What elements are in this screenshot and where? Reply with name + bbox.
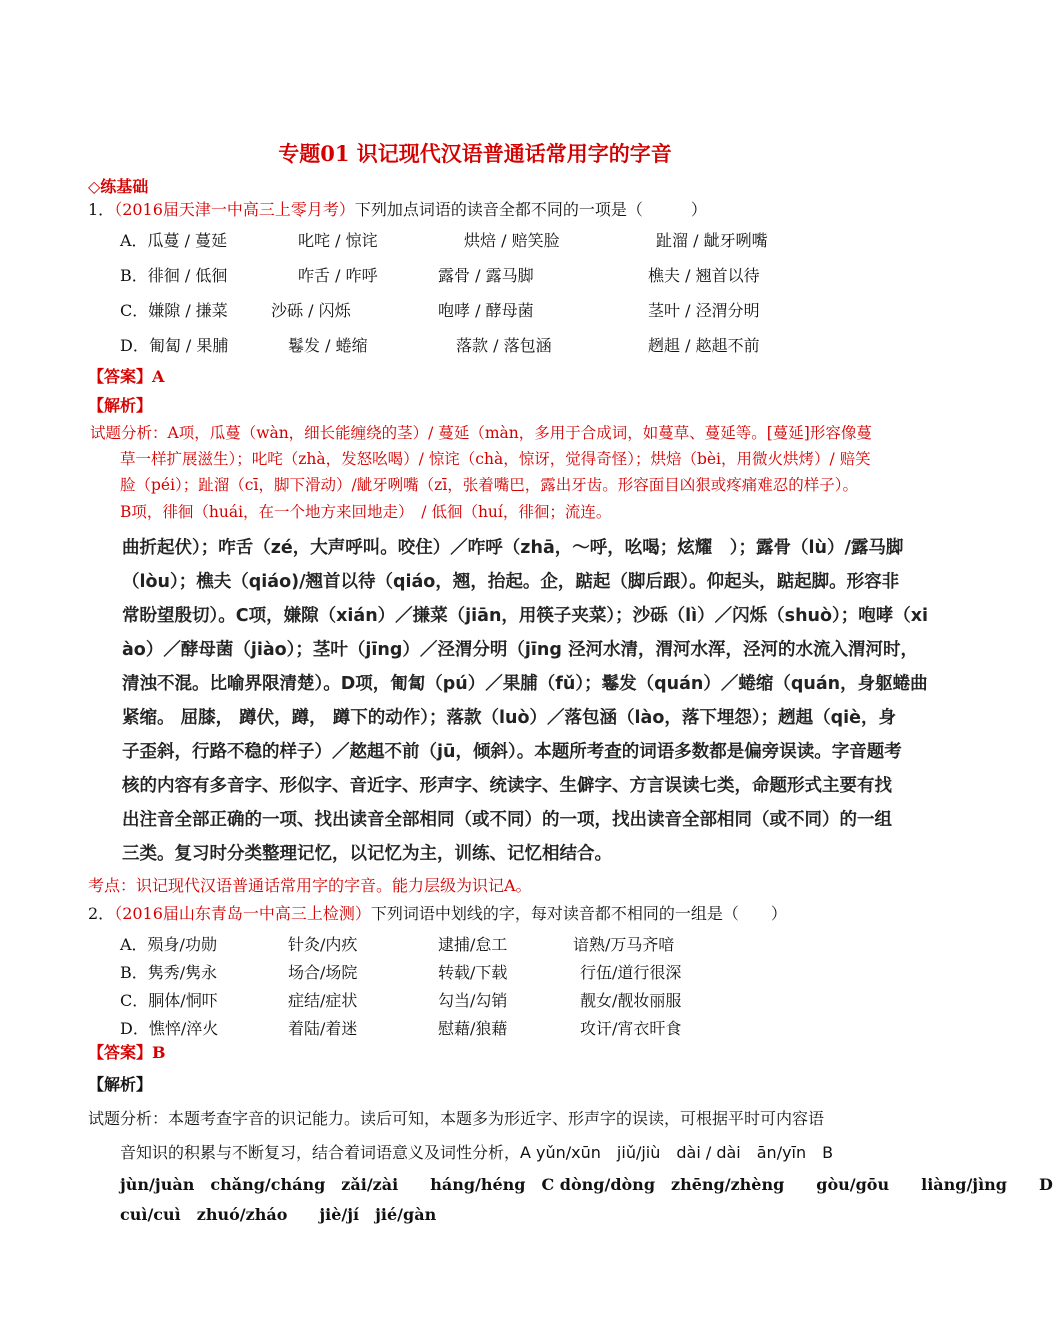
q2-option-a-1: A．殒身/功勋 [120,935,217,954]
q1-option-a-4: 趾溜 / 龇牙咧嘴 [656,231,768,250]
q1-option-c-4: 茎叶 / 泾渭分明 [648,301,760,320]
q1-option-a-3: 烘焙 / 赔笑脸 [464,231,560,250]
q1-option-c-3: 咆哮 / 酵母菌 [438,301,534,320]
q1-analysis-line-4: B项，徘徊（huái，在一个地方来回地走） / 低徊（huí，徘徊；流连。 [120,503,612,521]
q1-option-b-2: 咋舌 / 咋呼 [298,266,378,285]
q1-analysis-line-1: 试题分析：A项，瓜蔓（wàn，细长能缠绕的茎）/ 蔓延（màn，多用于合成词，如蔓草、蔓延等。[蔓延]形容像蔓 [90,424,872,442]
page-title: 专题01 识记现代汉语普通话常用字的字音 [278,141,672,166]
q1-answer: 【答案】A [88,367,165,386]
q2-option-c-3: 勾当/勾销 [438,991,508,1010]
q2-option-d-1: D．憔悴/淬火 [120,1019,219,1038]
question-source: （2016届天津一中高三上零月考） [114,200,355,219]
q1-option-c-1: C．嫌隙 / 搛菜 [120,301,228,320]
q2-option-c-1: C．胴体/恫吓 [120,991,218,1010]
q2-option-a-4: 谙熟/万马齐喑 [573,935,675,954]
q1-scan-line-6: 紧缩。 屈膝， 蹲伏，蹲， 蹲下的动作）；落款（luò）／落包涵（lào，落下埋怨）；趔趄（qiè，身 [122,708,896,728]
question-2-stem [88,904,787,924]
question-1-stem [88,200,707,220]
q1-analysis-label: 【解析】 [88,396,153,415]
q2-option-d-3: 慰藉/狼藉 [438,1019,508,1038]
question-text: 下列加点词语的读音全都不同的一项是（ ） [354,200,707,219]
q1-scan-line-5: 清浊不混。比喻界限清楚）。D项，匍匐（pú）／果脯（fǔ）；鬈发（quán）／蜷缩（quán，身躯蜷曲 [122,674,928,694]
q2-option-d-2: 着陆/着迷 [288,1019,358,1038]
q2-option-b-1: B．隽秀/隽永 [120,963,218,982]
q2-analysis-line-4: cuì/cuì zhuó/zháo jiè/jí jié/gàn [120,1205,437,1224]
q2-option-b-3: 转载/下载 [438,963,508,982]
q2-analysis-line-3: jùn/juàn chǎng/cháng zǎi/zài háng/héng C dòng/dòng zhēng/zhèng gòu/gōu liàng/jìng D [120,1175,1053,1194]
q1-scan-line-10: 三类。复习时分类整理记忆，以记忆为主，训练、记忆相结合。 [122,844,612,864]
q1-option-a-1: A．瓜蔓 / 蔓延 [120,231,228,250]
q1-kaodian: 考点：识记现代汉语普通话常用字的字音。能力层级为识记A。 [88,876,532,895]
section-heading: ◇练基础 [88,177,149,196]
question-number: 1． [88,200,115,219]
q1-scan-line-3: 常盼望殷切）。C项，嫌隙（xián）／搛菜（jiān，用筷子夹菜）；沙砾（lì）／闪烁（shuò）；咆哮（xi [122,606,929,626]
q1-option-c-2: 沙砾 / 闪烁 [271,301,351,320]
question-number: 2． [88,904,115,923]
q2-option-a-2: 针灸/内疚 [288,935,358,954]
q2-option-b-2: 场合/场院 [288,963,358,982]
q1-option-b-1: B．徘徊 / 低徊 [120,266,228,285]
q1-option-b-3: 露骨 / 露马脚 [438,266,534,285]
q1-scan-line-1: 曲折起伏）；咋舌（zé，大声呼叫。咬住）／咋呼（zhā，～呼，吆喝；炫耀 ）；露骨（lù）/露马脚 [122,538,904,558]
question-text: 下列词语中划线的字，每对读音都不相同的一组是（ ） [370,904,787,923]
q2-option-a-3: 逮捕/怠工 [438,935,508,954]
q2-option-b-4: 行伍/道行很深 [580,963,682,982]
q1-option-b-4: 樵夫 / 翘首以待 [648,266,760,285]
q2-analysis-line-2: 音知识的积累与不断复习，结合着词语意义及词性分析，A yǔn/xūn jiǔ/jiù dài / dài ān/yīn B [120,1143,834,1162]
q1-analysis-line-3: 脸（péi）；趾溜（cī，脚下滑动）/龇牙咧嘴（zī，张着嘴巴，露出牙齿。形容面目凶狠或疼痛难忍的样子）。 [120,476,859,494]
q2-answer: 【答案】B [88,1043,166,1062]
q2-option-d-4: 攻讦/宵衣旰食 [580,1019,682,1038]
q1-option-a-2: 叱咤 / 惊诧 [298,231,378,250]
q2-analysis-line-1: 试题分析：本题考查字音的识记能力。读后可知，本题多为形近字、形声字的误读，可根据平时可内容语 [88,1109,825,1128]
q2-option-c-2: 症结/症状 [288,991,358,1010]
q1-scan-line-7: 子歪斜，行路不稳的样子）／趑趄不前（jū，倾斜）。本题所考查的词语多数都是偏旁误读。字音题考 [122,742,902,762]
q1-scan-line-2: （lòu）；樵夫（qiáo)/翘首以待（qiáo，翘，抬起。企，踮起（脚后跟）。仰起头，踮起脚。形容非 [122,572,900,592]
q1-option-d-2: 鬈发 / 蜷缩 [288,336,368,355]
q2-option-c-4: 靓女/靓妆丽服 [580,991,682,1010]
q1-scan-line-8: 核的内容有多音字、形似字、音近字、形声字、统读字、生僻字、方言误读七类，命题形式主要有找 [122,776,892,796]
q2-analysis-label: 【解析】 [88,1075,153,1094]
q1-option-d-4: 趔趄 / 趑趄不前 [648,336,760,355]
q1-option-d-3: 落款 / 落包涵 [456,336,552,355]
q1-option-d-1: D．匍匐 / 果脯 [120,336,229,355]
question-source: （2016届山东青岛一中高三上检测） [114,904,371,923]
q1-analysis-line-2: 草一样扩展滋生）；叱咤（zhà，发怒吆喝）/ 惊诧（chà，惊讶，觉得奇怪）；烘焙（bèi，用微火烘烤）/ 赔笑 [120,450,871,468]
q1-scan-line-9: 出注音全部正确的一项、找出读音全部相同（或不同）的一项，找出读音全部相同（或不同）的一组 [122,810,892,830]
q1-scan-line-4: ào）／酵母菌（jiào）；茎叶（jīng）／泾渭分明（jīng 泾河水清，渭河水浑，泾河的水流入渭河时， [122,640,918,660]
